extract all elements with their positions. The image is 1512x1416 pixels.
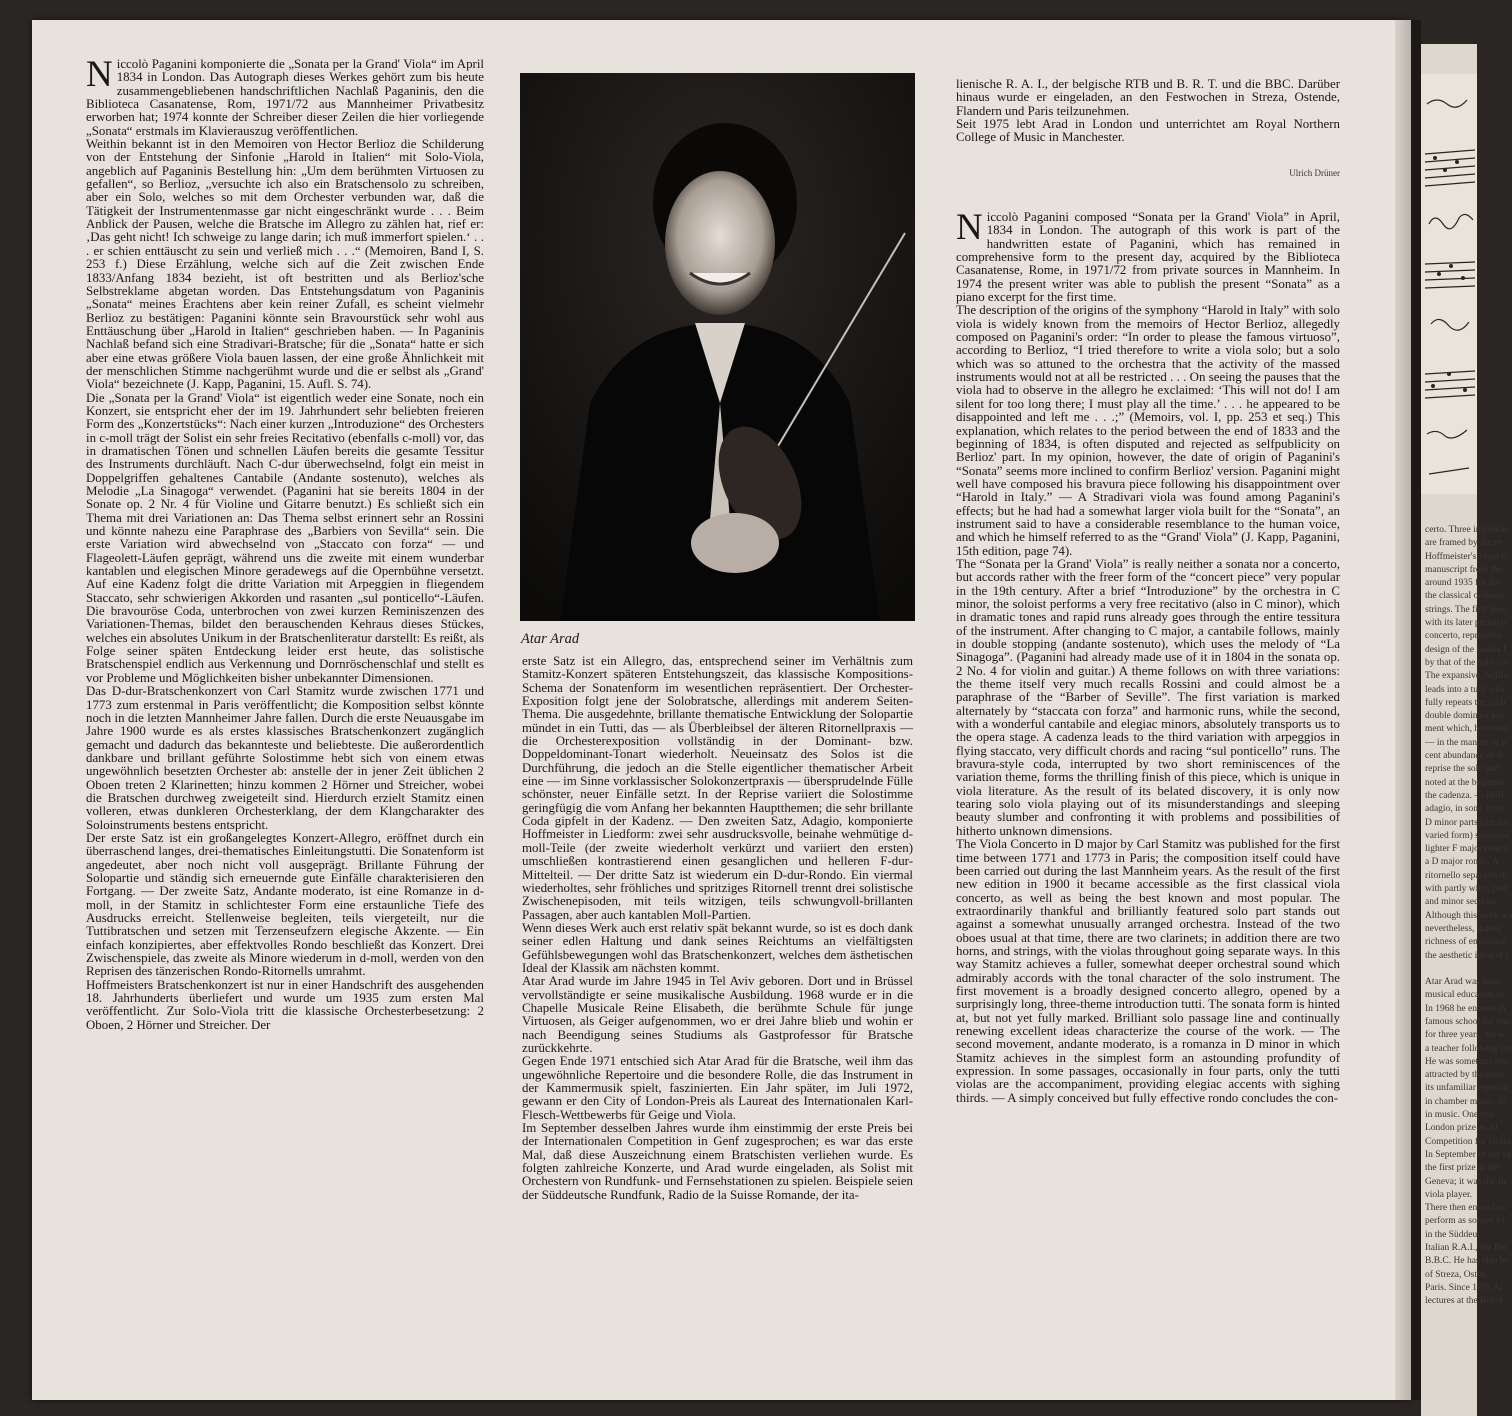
german-text-column-3	[956, 78, 1340, 145]
german-paragraph: lienische R. A. I., der belgische RTB und B. R. T. und die BBC. Darüber hinaus wurde er eingeladen, an den Festwochen in Streza, Ostende, Flandern und Paris teilzunehmen.	[956, 77, 1340, 118]
german-paragraph: Atar Arad wurde im Jahre 1945 in Tel Aviv geboren. Dort und in Brüssel vervollständigte er seine musikalische Ausbildung. 1968 wurde er in die Chapelle Musicale Reine Elisabeth, die berühmte Schule für junge Virtuosen, als Geiger aufgenommen, wo er drei Jahre blieb und wohin er nach Beendigung seines Studiums als Gastprofessor für Bratsche zurückkehrte.	[522, 974, 913, 1055]
photo-caption: Atar Arad	[521, 631, 580, 647]
english-paragraph: iccolò Paganini composed “Sonata per la Grand' Viola” in April, 1834 in London. The autograph of this work is part of the handwritten estate of Paganini, which has remained in comprehensive form to the present day, acquired by the Biblioteca Casanatense, Rome, in 1971/72 from private sources in Mannheim. In 1974 the present writer was able to publish the present “Sonata” as a piano excerpt for the first time.	[956, 210, 1340, 305]
german-paragraph: Wenn dieses Werk auch erst relativ spät bekannt wurde, so ist es doch dank seiner edlen Haltung und dank seines Reichtums an vielfältigsten Gefühlsbewegungen wohl das Bratschenkonzert, welches dem ästhetischen Ideal der Klassik am nächsten kommt.	[522, 920, 913, 975]
english-paragraph: The Viola Concerto in D major by Carl Stamitz was published for the first time between 1771 and 1773 in Paris; the composition itself could have been carried out during the last Mannheim years. As the result of the first new edition in 1900 it became accessible as the first classical viola concerto, as well as being the best known and most popular. The extraordinarily thankful and brilliantly featured solo part stands out against a somewhat unusually arranged orchestra. Instead of the two oboes usual at that time, there are two clarinets; in addition there are two horns, and strings, with the violas throughout going separate ways. In this way Stamitz achieves a fuller, somewhat deeper orchestral sound which admirably accords with the tonal character of the solo instrument. The first movement is a broadly designed concerto allegro, opened by a surprisingly long, three-theme introduction tutti. The sonata form is hinted at, but not yet fully marked. Brilliant solo passage line and continually renewing excellent ideas characterize the course of the work. — The second movement, andante moderato, is a romanza in D minor in which Stamitz achieves in the simplest form an astounding profundity of expression. In some passages, occasionally in four parts, only the tutti violas are the accompaniment, providing elegiac accents with sighing thirds. — A simply conceived but fully effective rondo concludes the con-	[956, 837, 1340, 1105]
english-paragraph: The description of the origins of the symphony “Harold in Italy” with solo viola is widely known from the memoirs of Hector Berlioz, allegedly composed on Paganini's order: “In order to please the famous virtuoso”, according to Berlioz, “I tried therefore to write a viola solo; but a solo which was so attuned to the orchestra that the activity of the massed instruments would not at all be restricted . . . On seeing the pauses that the viola had to observe in the allegro he exclaimed: ‘This will not do! I am silent for too long there; I must play all the time.’ . . . he appeared to be disappointed and left me . . .;” (Memoirs, vol. I, pp. 253 et seq.) This explanation, which relates to the period between the end of 1833 and the beginning of 1834, is often disputed and rejected as selfpublicity on Berlioz' part. In my opinion, however, the date of origin of Paganini's “Sonata” seems more inclined to confirm Berlioz' version. Paganini might well have composed his bravura piece following his disappointment over “Harold in Italy.” — A Stradivari viola was found among Paganini's effects; but he had had a somewhat larger viola built for the “Sonata”, an instrument said to have a considerable resemblance to the human voice, and which he himself referred to as the “Grand' Viola” (J. Kapp, Paganini, 15th edition, page 74).	[956, 303, 1340, 558]
german-paragraph: iccolò Paganini komponierte die „Sonata per la Grand' Viola“ im April 1834 in London. Das Autograph dieses Werkes gehört zum bis heute zusammengebliebenen handschriftlichen Nachlaß Paganinis, den die Biblioteca Casanatense, Rom, 1971/72 aus Mannheimer Privatbesitz erworben hat; 1974 konnte der Schreiber dieser Zeilen die hier vorliegende „Sonata“ erstmals im Klavierauszug veröffentlichen.	[86, 57, 484, 138]
german-paragraph: Im September desselben Jahres wurde ihm einstimmig der erste Preis bei der Internationalen Competition in Genf zugesprochen; es war das erste Mal, daß diese Auszeichnung einem Bratschisten verliehen wurde. Es folgten zahlreiche Konzerte, und Arad wurde eingeladen, als Solist mit Orchestern von Rundfunk- und Fernsehstationen zu spielen. Beispiele seien der Süddeutsche Rundfunk, Radio de la Suisse Romande, der ita-	[522, 1121, 913, 1202]
german-paragraph: Weithin bekannt ist in den Memoiren von Hector Berlioz die Schilderung von der Entstehung der Sinfonie „Harold in Italien“ mit Solo-Viola, angeblich auf Paganinis Bestellung hin: „Um dem berühmten Virtuosen zu gefallen“, so Berlioz, „versuchte ich also ein Bratschensolo zu schreiben, aber ein Solo, welches so mit dem Orchester verbunden war, daß die Tätigkeit der Instrumentenmasse gar nicht eingeschränkt wurde . . . Beim Anblick der Pausen, welche die Bratsche im Allegro zu zählen hat, rief er: ‚Das geht nicht! Ich schweige zu lange darin; ich muß immerfort spielen.‘ . . . er schien enttäuscht zu sein und verließ mich . . .“ (Memoiren, Band I, S. 253 f.) Diese Erzählung, welche sich auf die Zeit zwischen Ende 1833/Anfang 1834 bezieht, ist oft bestritten und als Berlioz'sche Selbstreklame abgetan worden. Das Entstehungsdatum von Paganinis „Sonata“ meines Erachtens aber kein reiner Zufall, es scheint vielmehr Berlioz zu bestätigen: Paganini könnte sein Bravourstück sehr wohl aus Enttäuschung über „Harold in Italien“ geschrieben haben. — In Paganinis Nachlaß befand sich eine Stradivari-Bratsche; für die „Sonata“ hatte er sich aber eine etwas größere Viola bauen lassen, der eine große Ähnlichkeit mit der menschlichen Stimme nachgerühmt wurde und die er selbst als „Grand' Viola“ bezeichnete (J. Kapp, Paganini, 15. Aufl. S. 74).	[86, 137, 484, 392]
english-paragraph: The “Sonata per la Grand' Viola” is really neither a sonata nor a concerto, but accords rather with the freer form of the “concert piece” very popular in the 19th century. After a brief “Introduzione” by the orchestra in C minor, the soloist performs a very free recitativo (also in C minor), which in dramatic tones and rapid runs already goes through the entire tessitura of the instrument. After changing to C major, a cantabile follows, mainly in double stopping (andante sostenuto), which uses the melody of “La Sinagoga”. (Paganini had already made use of it in 1804 in the sonata op. 2 No. 4 for violin and guitar.) A theme follows on with three variations: the theme itself very much recalls Rossini and could almost be a paraphrase of the “Barber of Seville”. The first variation is marked alternately by “staccata con forza” and harmonic runs, while the second, with a wonderful cantabile and elegiac minors, absolutely transports us to the opera stage. A cadenza leads to the third variation with arpeggios in flying staccato, very difficult chords and racing “sul ponticello” runs. The bravura-style coda, interrupted by two short reminiscences of the variation theme, forms the thrilling finish of this piece, which is unique in viola literature. As the result of its belated discovery, it is only now tearing solo viola playing out of its misunderstandings and sleeping beauty slumber and confronting it with problems and possibilities of hitherto unknown dimensions.	[956, 556, 1340, 838]
manuscript-image	[1421, 74, 1477, 494]
german-paragraph: Der erste Satz ist ein großangelegtes Konzert-Allegro, eröffnet durch ein überraschend langes, drei-thematisches Einleitungstutti. Die Sonatenform ist angedeutet, aber noch nicht voll ausgeprägt. Brillante Führung der Solopartie und ständig sich erneuernde gute Einfälle charakterisieren den Fortgang. — Der zweite Satz, Andante moderato, ist eine Romanze in d-moll, in der Stamitz in schlichtester Form eine erstaunliche Tiefe des Ausdrucks erreicht. Stellenweise begleiten, teils viergeteilt, nur die Tuttibratschen und setzen mit Terzenseufzern elegische Akzente. — Ein einfach konzipiertes, aber effektvolles Rondo beschließt das Konzert. Drei Zwischenspiele, das zweite als Minore wiederum in d-moll, werden von den Reprisen des tänzerischen Rondo-Ritornells umrahmt.	[86, 830, 484, 979]
german-paragraph: Die „Sonata per la Grand' Viola“ ist eigentlich weder eine Sonate, noch ein Konzert, sie entspricht eher der im 19. Jahrhundert sehr beliebten freieren Form des „Konzertstücks“: Nach einer kurzen „Introduzione“ des Orchesters in c-moll trägt der Solist ein sehr freies Recitativo (ebenfalls c-moll) vor, das in dramatischen Tönen und schnellen Läufen bereits die gesamte Tessitur des Instruments durchläuft. Nach C-dur überwechselnd, folgt ein meist in Doppelgriffen gehaltenes Cantabile (Andante sostenuto), welches als Melodie „La Sinagoga“ verwendet. (Paganini hat sie bereits 1804 in der Sonate op. 2 Nr. 4 für Violine und Gitarre benutzt.) Es schließt sich ein Thema mit drei Variationen an: Das Thema selbst erinnert sehr an Rossini und könnte nahezu eine Paraphrase des „Barbiers von Sevilla“ sein. Die erste Variation wird abwechselnd von „Staccato con forza“ — und Flageolett-Läufen geprägt, während uns die zweite mit einem wunderbar kantablen und elegischen Minore geradewegs auf die Opernbühne versetzt. Auf eine Kadenz folgt die dritte Variation mit Arpeggien in fliegendem Staccato, sehr schwierigen Akkorden und rasanten „sul ponticello“-Läufen. Die bravouröse Coda, unterbrochen von zwei kurzen Reminiszenzen des Variationen-Themas, bildet den berauschenden Kehraus dieses Stückes, welches ein absolutes Unikum in der Bratschenliteratur darstellt: Es reißt, als Folge seiner späten Entdeckung leider erst heute, das solistische Bratschenspiel endlich aus Verkennung und Dornröschenschlaf und stellt es vor Probleme und Möglichkeiten bisher unbekannter Dimensionen.	[86, 390, 484, 685]
author-signature: Ulrich Drüner	[1289, 168, 1340, 178]
artist-photo	[520, 73, 915, 621]
sleeve-gap	[1411, 20, 1421, 1400]
english-text-column	[956, 207, 1340, 1105]
german-text-column-2	[522, 655, 913, 1202]
german-text-column-1	[86, 54, 484, 1032]
adjacent-page	[1421, 44, 1512, 1416]
german-paragraph: Gegen Ende 1971 entschied sich Atar Arad für die Bratsche, weil ihm das ungewöhnliche Repertoire und die besondere Rolle, die das Instrument in der Kammermusik spielt, faszinierten. Ein Jahr später, im Juli 1972, gewann er den City of London-Preis als Laureat des Internationalen Karl-Flesch-Wettbewerbs für Geige und Viola.	[522, 1054, 913, 1122]
german-paragraph: Seit 1975 lebt Arad in London und unterrichtet am Royal Northern College of Music in Manchester.	[956, 117, 1340, 145]
next-page-text-fragment: certo. Three interlude are framed by the re Hoffmeister's Viola C manuscript from the around 1935 for the the classical orchestr strings. The first mov with its later period o concerto, represents design of the sonata f by that of the solo vio The expansive, brillia leads into a tutti whic fully repeats the orch double dominant key. ment which, however, — in the manner of p cent abundance of th reprise the solo part noted at the beginnin the cadenza. — Hoff adagio, in song form: D minor parts (the sec varied form) surround lighter F major centre a D major rondo. A ritornello separates th with partly witty, part and minor sections. Although this work wa nevertheless, thanks richness of emotional the aesthetic ideal of t Atar Arad was born musical education in In 1968 he entered th famous school for you for three years. He w a teacher following his He was sometime tow attracted by the unus its unfamiliar repertoi in chamber music, de in music. One yea London prize as a l Competition for violin In September of the sa the first prize at the Geneva; it was the fir viola player. There then ensued nu perform as soloist wi in the Süddeut Italian R.A.I., the Bel B.B.C. He has also be of Streza, Osten Paris. Since 1975 Ar lectures at the Royal	[1425, 525, 1512, 1307]
sleeve-spine	[1395, 20, 1411, 1400]
german-paragraph: Das D-dur-Bratschenkonzert von Carl Stamitz wurde zwischen 1771 und 1773 zum erstenmal in Paris veröffentlicht; die Komposition selbst könnte noch in die letzten Mannheimer Jahre fallen. Durch die erste Neuausgabe im Jahre 1900 wurde es als erstes klassisches Bratschenkonzert zugänglich gemacht und dadurch das bekannteste und beliebteste. Die außerordentlich dankbare und brillant geführte Solostimme hebt sich von einem etwas ungewöhnlich besetzten Orchester ab: anstelle der in jener Zeit üblichen 2 Oboen treten 2 Klarinetten; hinzu kommen 2 Hörner und Streicher, wobei die Bratschen durchweg zweigeteilt sind. Hierdurch erzielt Stamitz einen volleren, etwas dunkleren Orchesterklang, der dem Klangcharakter des Soloinstruments bestens entspricht.	[86, 684, 484, 832]
english-dropcap: N	[956, 207, 983, 248]
german-paragraph: Hoffmeisters Bratschenkonzert ist nur in einer Handschrift des ausgehenden 18. Jahrhunderts überliefert und wurde um 1935 zum ersten Mal veröffentlicht. Zur Solo-Viola tritt die klassische Orchesterbesetzung: 2 Oboen, 2 Hörner und Streicher. Der	[86, 977, 484, 1032]
german-paragraph: erste Satz ist ein Allegro, das, entsprechend seiner im Verhältnis zum Stamitz-Konzert späteren Entstehungszeit, das klassische Kompositions-Schema der Sonatenform im wesentlichen repräsentiert. Der Orchester-Exposition folgt jene der Solobratsche, allerdings mit anderem Seiten-Thema. Die ausgedehnte, brillante thematische Entwicklung der Solopartie mündet in ein Tutti, das — als Überbleibsel der älteren Ritornellpraxis — die Orchesterexposition vollständig in der Dominant- bzw. Doppeldominant-Tonart wiederholt. Neueinsatz des Solos ist die Durchführung, die jedoch an die Stelle eigentlicher thematischer Arbeit eine — im Sinne vorklassischer Solokonzertpraxis — übersprudelnde Fülle schönster, neuer Einfälle setzt. In der Reprise variiert die Solostimme geringfügig die vom Anfang her bekannten Hauptthemen; die sehr brillante Coda gipfelt in der Kadenz. — Den zweiten Satz, Adagio, komponierte Hoffmeister in Liedform: zwei sehr ausdrucksvolle, beinahe wehmütige d-moll-Teile (der zweite wiederholt verkürzt und variiert den ersten) umschließen kontrastierend einen gesanglichen und helleren F-dur-Mittelteil. — Der dritte Satz ist wiederum ein D-dur-Rondo. Ein viermal wiederholtes, sehr fröhliches und spritziges Ritornell trennt drei solistische Zwischenepisoden, mit teils witzigen, teils schwungvoll-brillanten Passagen, aber auch kantablen Moll-Partien.	[522, 654, 913, 922]
german-dropcap: N	[86, 54, 113, 95]
